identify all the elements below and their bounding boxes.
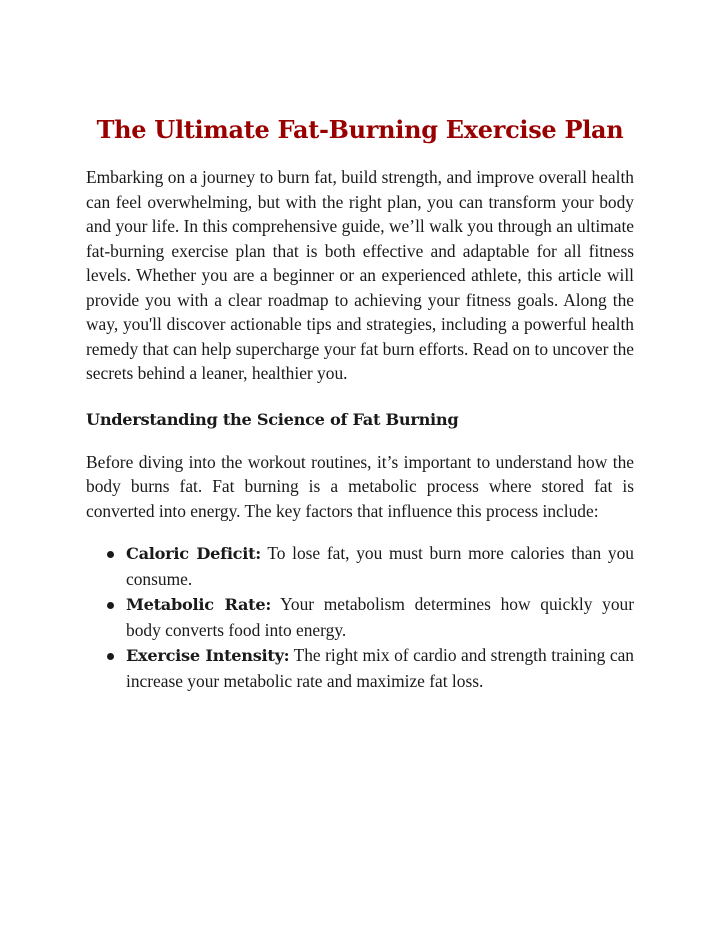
bullet-icon	[107, 602, 114, 609]
section-paragraph: Before diving into the workout routines, it’s important to understand how the body burns fat. Fat burning is a metabolic process where stored fat is converted into energy. The key factors that influence this process include:	[86, 451, 634, 521]
factor-list	[86, 541, 634, 693]
factor-term: Caloric Deficit:	[126, 544, 261, 563]
section-heading: Understanding the Science of Fat Burning	[86, 409, 459, 429]
list-item	[86, 592, 634, 642]
factor-term: Metabolic Rate:	[126, 595, 272, 614]
bullet-icon	[107, 653, 114, 660]
factor-term: Exercise Intensity:	[126, 646, 290, 665]
intro-paragraph: Embarking on a journey to burn fat, build strength, and improve overall health can feel overwhelming, but with the right plan, you can transform your body and your life. In this comprehensive guide, we’ll walk you through an ultimate fat-burning exercise plan that is both effective and adaptable for all fitness levels. Whether you are a beginner or an experienced athlete, this article will provide you with a clear roadmap to achieving your fitness goals. Along the way, you'll discover actionable tips and strategies, including a powerful health remedy that can help supercharge your fat burn efforts. Read on to uncover the secrets behind a leaner, healthier you.	[86, 167, 634, 383]
list-item	[86, 643, 634, 693]
article-body	[86, 112, 634, 694]
page-title: The Ultimate Fat-Burning Exercise Plan	[96, 115, 624, 144]
factor-text: To lose fat, you must burn more calories than you consume.	[126, 543, 634, 589]
factor-text: The right mix of cardio and strength training can increase your metabolic rate and maximize fat loss.	[126, 645, 634, 691]
factor-text: Your metabolism determines how quickly your body converts food into energy.	[126, 594, 635, 640]
bullet-icon	[107, 551, 114, 558]
list-item	[86, 541, 634, 591]
